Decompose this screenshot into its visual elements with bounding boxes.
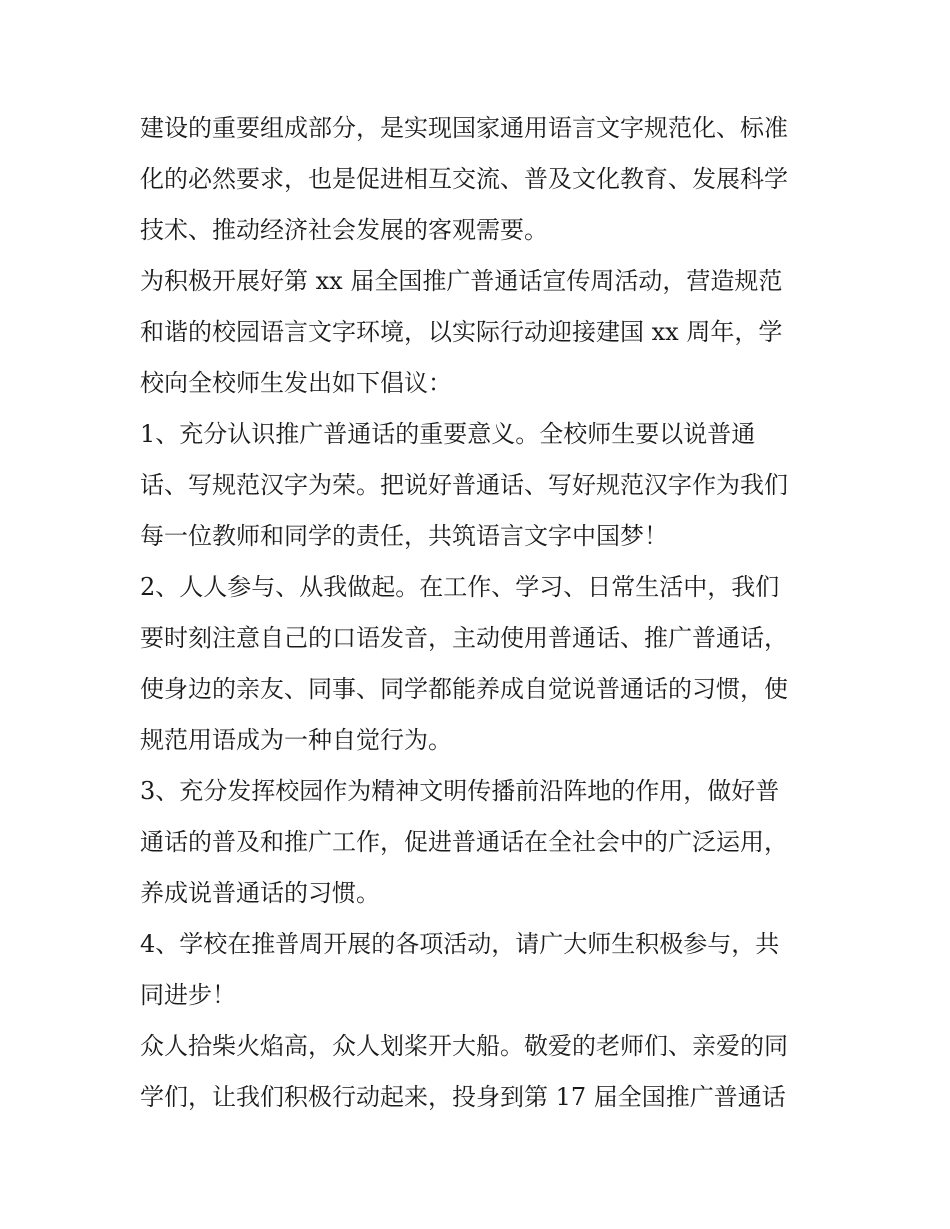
text-line-17: 4、学校在推普周开展的各项活动，请广大师生积极参与，共 bbox=[140, 930, 780, 958]
text-line-14: 3、充分发挥校园作为精神文明传播前沿阵地的作用，做好普 bbox=[140, 777, 780, 805]
document-body bbox=[140, 103, 815, 1123]
text-line-11: 要时刻注意自己的口语发音，主动使用普通话、推广普通话， bbox=[140, 624, 788, 652]
text-line-1: 建设的重要组成部分，是实现国家通用语言文字规范化、标准 bbox=[140, 114, 788, 142]
text-line-16: 养成说普通话的习惯。 bbox=[140, 879, 380, 907]
text-line-18: 同进步！ bbox=[140, 981, 236, 1009]
text-line-15: 通话的普及和推广工作，促进普通话在全社会中的广泛运用， bbox=[140, 828, 788, 856]
text-line-9: 每一位教师和同学的责任，共筑语言文字中国梦！ bbox=[140, 522, 668, 550]
text-line-2: 化的必然要求，也是促进相互交流、普及文化教育、发展科学 bbox=[140, 165, 788, 193]
text-line-13: 规范用语成为一种自觉行为。 bbox=[140, 726, 452, 754]
text-line-3: 技术、推动经济社会发展的客观需要。 bbox=[140, 216, 548, 244]
text-line-8: 话、写规范汉字为荣。把说好普通话、写好规范汉字作为我们 bbox=[140, 471, 788, 499]
text-line-6: 校向全校师生发出如下倡议： bbox=[140, 369, 452, 397]
text-line-7: 1、充分认识推广普通话的重要意义。全校师生要以说普通 bbox=[140, 420, 756, 448]
text-line-20: 学们，让我们积极行动起来，投身到第 17 届全国推广普通话 bbox=[140, 1083, 786, 1111]
text-line-19: 众人拾柴火焰高，众人划桨开大船。敬爱的老师们、亲爱的同 bbox=[140, 1032, 788, 1060]
text-line-5: 和谐的校园语言文字环境，以实际行动迎接建国 xx 周年，学 bbox=[140, 318, 783, 346]
text-line-4: 为积极开展好第 xx 届全国推广普通话宣传周活动，营造规范 bbox=[140, 267, 783, 295]
text-line-12: 使身边的亲友、同事、同学都能养成自觉说普通话的习惯，使 bbox=[140, 675, 788, 703]
text-line-10: 2、人人参与、从我做起。在工作、学习、日常生活中，我们 bbox=[140, 573, 780, 601]
